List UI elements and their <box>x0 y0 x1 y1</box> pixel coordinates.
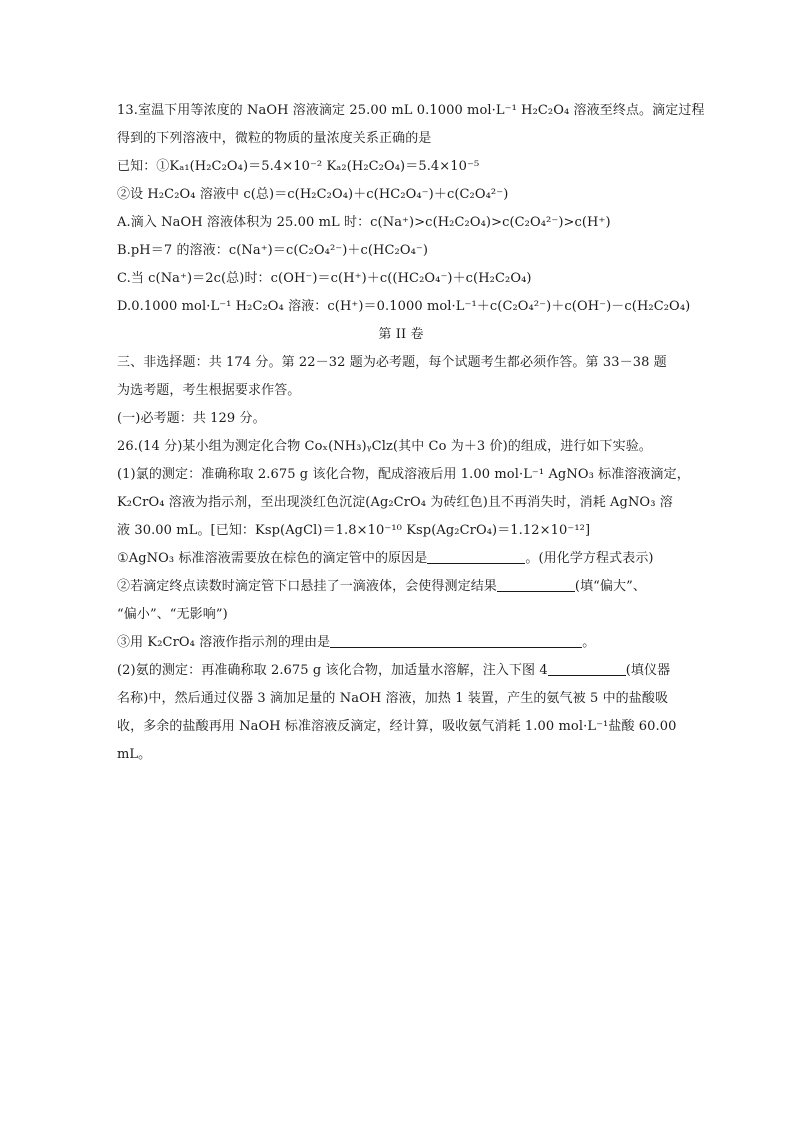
q26-subquestion-1-suffix: 。(用化学方程式表示) <box>525 551 654 566</box>
q26-subquestion-2-options: “偏小”、“无影响”) <box>117 607 228 622</box>
q26-subquestion-3 <box>117 632 685 653</box>
q13-given-2: ②设 H₂C₂O₄ 溶液中 c(总)＝c(H₂C₂O₄)＋c(HC₂O₄⁻)＋c(C₂O₄²⁻) <box>117 187 509 202</box>
q26-part2-line-1 <box>117 660 685 681</box>
q26-part2-line-3: 收，多余的盐酸再用 NaOH 标准溶液反滴定，经计算，吸收氨气消耗 1.00 mol·L⁻¹盐酸 60.00 <box>117 719 677 734</box>
q26-subquestion-1-text: ①AgNO₃ 标准溶液需要放在棕色的滴定管中的原因是 <box>117 551 428 566</box>
q13-stem-line-1: 13.室温下用等浓度的 NaOH 溶液滴定 25.00 mL 0.1000 mol·L⁻¹ H₂C₂O₄ 溶液至终点。滴定过程 <box>117 103 705 118</box>
answer-blank-2[interactable] <box>497 577 575 592</box>
answer-blank-1[interactable] <box>427 549 525 564</box>
q26-subquestion-1 <box>117 548 685 569</box>
q26-subquestion-3-text: ③用 K₂CrO₄ 溶液作指示剂的理由是 <box>117 635 331 650</box>
section-title: 第 II 卷 <box>378 327 424 342</box>
q13-option-d: D.0.1000 mol·L⁻¹ H₂C₂O₄ 溶液：c(H⁺)＝0.1000 mol·L⁻¹＋c(C₂O₄²⁻)＋c(OH⁻)－c(H₂C₂O₄) <box>117 299 691 314</box>
q26-subquestion-2 <box>117 576 685 597</box>
required-section-heading: (一)必考题：共 129 分。 <box>117 411 266 426</box>
q26-part2-suffix: (填仪器 <box>625 663 671 678</box>
q13-stem-line-2: 得到的下列溶液中，微粒的物质的量浓度关系正确的是 <box>117 131 432 146</box>
answer-blank-3[interactable] <box>330 633 582 648</box>
q13-option-b: B.pH＝7 的溶液：c(Na⁺)＝c(C₂O₄²⁻)＋c(HC₂O₄⁻) <box>117 243 429 258</box>
q13-option-a: A.滴入 NaOH 溶液体积为 25.00 mL 时：c(Na⁺)>c(H₂C₂O₄)>c(C₂O₄²⁻)>c(H⁺) <box>117 215 611 230</box>
q13-given-1: 已知：①Kₐ₁(H₂C₂O₄)＝5.4×10⁻² Kₐ₂(H₂C₂O₄)＝5.4×10⁻⁵ <box>117 159 480 174</box>
part3-instructions-line-2: 为选考题，考生根据要求作答。 <box>117 383 301 398</box>
q26-part2-line-4: mL。 <box>117 747 152 762</box>
q26-part1-line-2: K₂CrO₄ 溶液为指示剂，至出现淡红色沉淀(Ag₂CrO₄ 为砖红色)且不再消失时，消耗 AgNO₃ 溶 <box>117 495 673 510</box>
q26-part2-line-2: 名称)中，然后通过仪器 3 滴加足量的 NaOH 溶液，加热 1 装置，产生的氨气被 5 中的盐酸吸 <box>117 691 669 706</box>
q26-part1-line-3: 液 30.00 mL。[已知：Ksp(AgCl)＝1.8×10⁻¹⁰ Ksp(Ag₂CrO₄)＝1.12×10⁻¹²] <box>117 523 591 538</box>
q26-subquestion-2-text: ②若滴定终点读数时滴定管下口悬挂了一滴液体，会使得测定结果 <box>117 579 497 594</box>
part3-instructions-line-1: 三、非选择题：共 174 分。第 22－32 题为必考题，每个试题考生都必须作答。第 33－38 题 <box>117 355 667 370</box>
answer-blank-4[interactable] <box>548 661 626 676</box>
q26-intro: 26.(14 分)某小组为测定化合物 Coₓ(NH₃)ᵧClz(其中 Co 为＋3 价)的组成，进行如下实验。 <box>117 439 652 454</box>
q26-subquestion-3-suffix: 。 <box>582 635 596 650</box>
q26-part1-line-1: (1)氯的测定：准确称取 2.675 g 该化合物，配成溶液后用 1.00 mol·L⁻¹ AgNO₃ 标准溶液滴定， <box>117 467 690 482</box>
q26-part2-text: (2)氨的测定：再准确称取 2.675 g 该化合物，加适量水溶解，注入下图 4 <box>117 663 548 678</box>
q13-option-c: C.当 c(Na⁺)＝2c(总)时：c(OH⁻)＝c(H⁺)＋c((HC₂O₄⁻)＋c(H₂C₂O₄) <box>117 271 532 286</box>
q26-subquestion-2-suffix: (填“偏大”、 <box>574 579 646 594</box>
page-content <box>117 100 705 765</box>
